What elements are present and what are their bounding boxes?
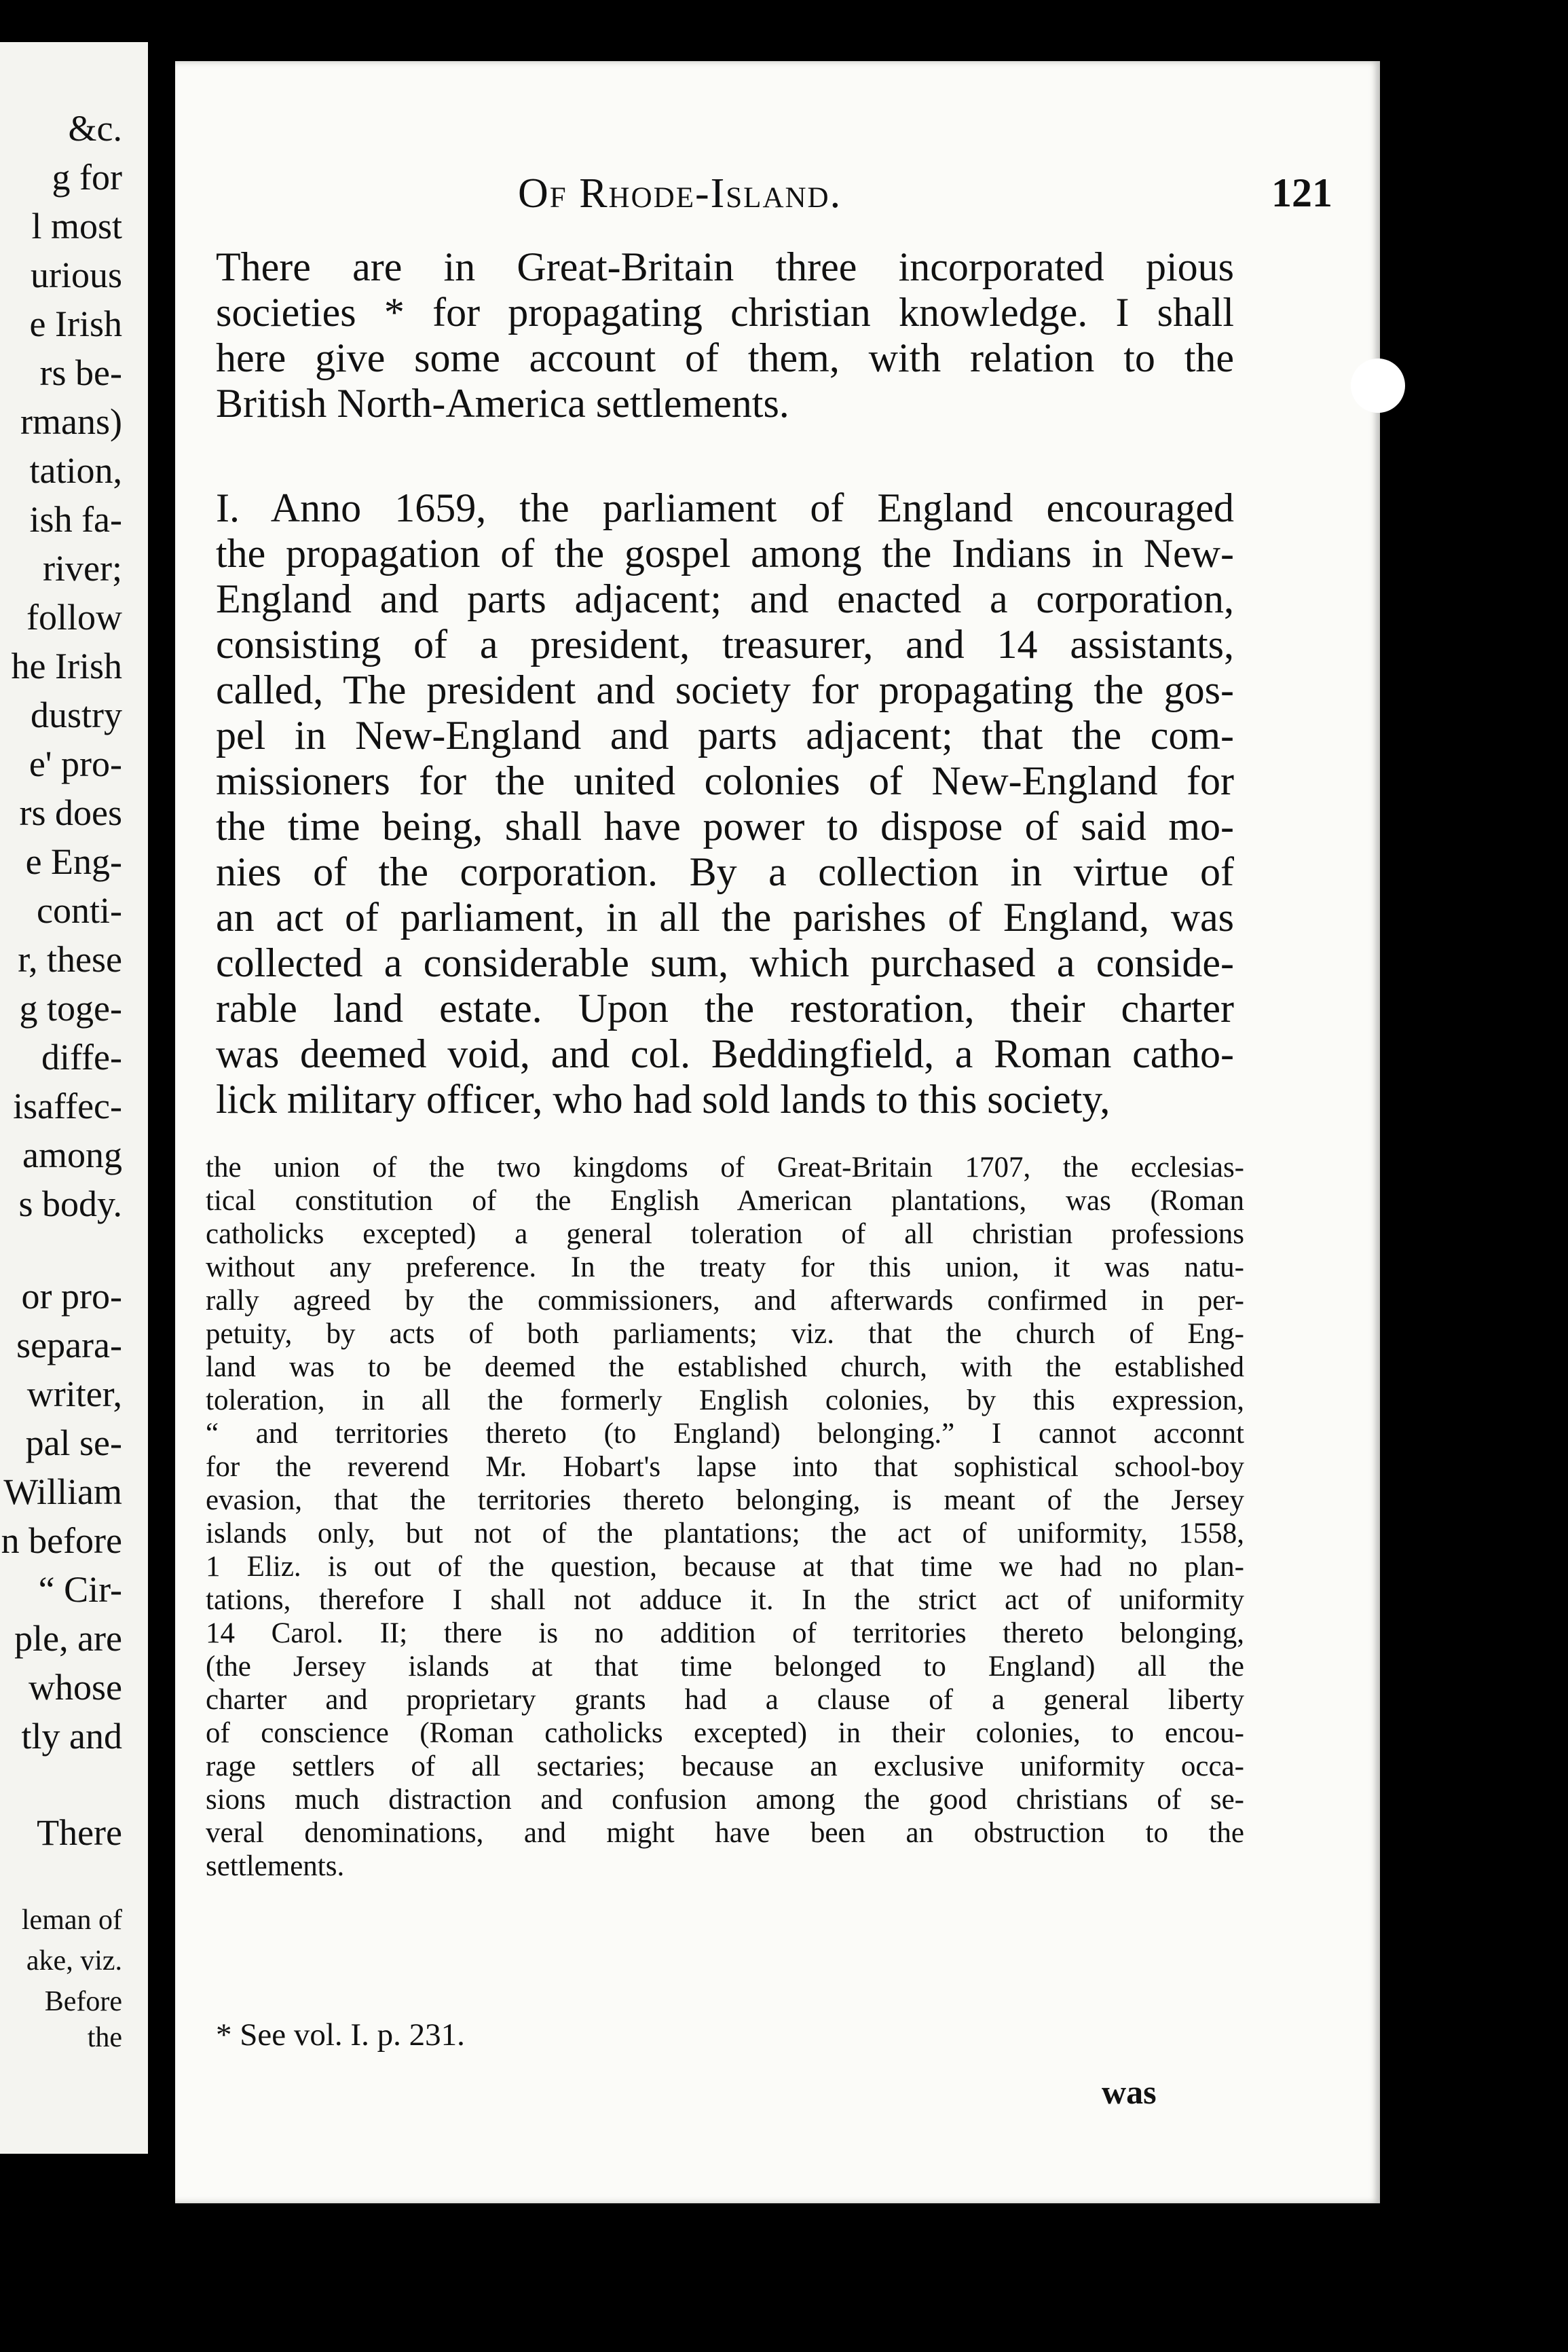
text-line: missioners for the united colonies of New-England for: [216, 758, 1234, 803]
left-page-line: ake, viz.: [26, 1945, 122, 1977]
text-line: “ and territories thereto (to England) belonging.” I cannot acconnt: [206, 1418, 1244, 1450]
text-line: called, The president and society for propagating the gos-: [216, 667, 1234, 712]
left-page-line: rmans): [20, 401, 122, 442]
paper-speck: [1351, 359, 1405, 413]
left-page-line: or pro-: [21, 1276, 122, 1317]
text-line: 1 Eliz. is out of the question, because at that time we had no plan-: [206, 1551, 1244, 1583]
text-line: consisting of a president, treasurer, and 14 assistants,: [216, 622, 1234, 667]
running-head: Of Rhode-Island.: [518, 170, 842, 217]
left-page-line: ple, are: [14, 1618, 122, 1659]
left-page-line: whose: [29, 1667, 122, 1708]
left-page-line: e Irish: [29, 304, 122, 344]
left-page-line: tly and: [21, 1716, 122, 1757]
left-page-line: dustry: [31, 695, 122, 735]
text-line: an act of parliament, in all the parishes of England, was: [216, 895, 1234, 940]
left-page-line: g toge-: [19, 988, 122, 1029]
left-page-line: leman of: [21, 1905, 122, 1936]
text-line: collected a considerable sum, which purchased a conside-: [216, 940, 1234, 985]
left-page-line: pal se-: [25, 1422, 122, 1463]
page-number: 121: [1271, 170, 1332, 215]
text-line: catholicks excepted) a general toleration of all christian professions: [206, 1218, 1244, 1250]
page-header: [175, 170, 1380, 224]
left-page-line: William: [3, 1471, 122, 1512]
left-page-line: he Irish: [11, 646, 122, 686]
left-page-line: writer,: [26, 1374, 122, 1414]
text-line: lick military officer, who had sold lands to this society,: [216, 1077, 1110, 1122]
book-page: [175, 61, 1380, 2203]
text-line: rable land estate. Upon the restoration, their charter: [216, 986, 1234, 1031]
left-page-line: l most: [31, 206, 122, 246]
text-line: islands only, but not of the plantations; the act of uniformity, 1558,: [206, 1518, 1244, 1549]
left-page-line: follow: [26, 597, 122, 638]
left-page-line: river;: [43, 548, 122, 589]
text-line: 14 Carol. II; there is no addition of territories thereto belonging,: [206, 1617, 1244, 1649]
paragraph-2: [216, 485, 1234, 1122]
text-line: nies of the corporation. By a collection in virtue of: [216, 849, 1234, 894]
text-line: charter and proprietary grants had a clause of a general liberty: [206, 1684, 1244, 1716]
text-line: settlements.: [206, 1850, 345, 1882]
text-line: was deemed void, and col. Beddingfield, a Roman catho-: [216, 1031, 1234, 1076]
text-line: England and parts adjacent; and enacted a corporation,: [216, 576, 1234, 621]
left-page-line: rs be-: [39, 352, 122, 393]
text-line: I. Anno 1659, the parliament of England encouraged: [216, 485, 1234, 530]
text-line: rally agreed by the commissioners, and afterwards confirmed in per-: [206, 1285, 1244, 1317]
left-page-line: s body.: [18, 1183, 122, 1224]
text-line: of conscience (Roman catholicks excepted) in their colonies, to encou-: [206, 1717, 1244, 1749]
left-page-line: Before: [44, 1986, 122, 2017]
text-line: evasion, that the territories thereto belonging, is meant of the Jersey: [206, 1484, 1244, 1516]
left-page-line: &c.: [68, 108, 122, 149]
text-line: British North-America settlements.: [216, 381, 789, 426]
left-page-line: diffe-: [41, 1037, 122, 1078]
text-line: veral denominations, and might have been an obstruction to the: [206, 1817, 1244, 1849]
left-page-line: isaffec-: [13, 1086, 122, 1126]
left-page-line: the: [87, 2022, 122, 2053]
text-line: the propagation of the gospel among the Indians in New-: [216, 531, 1234, 576]
text-line: land was to be deemed the established church, with the established: [206, 1351, 1244, 1383]
left-page-line: conti-: [37, 890, 122, 931]
paragraph-1: [216, 244, 1234, 426]
left-page-line: There: [37, 1812, 122, 1853]
text-line: tations, therefore I shall not adduce it. In the strict act of uniformity: [206, 1584, 1244, 1616]
left-page-line: separa-: [16, 1325, 122, 1365]
text-line: tical constitution of the English American plantations, was (Roman: [206, 1185, 1244, 1217]
text-line: rage settlers of all sectaries; because an exclusive uniformity occa-: [206, 1750, 1244, 1782]
catchword: was: [1102, 2073, 1157, 2111]
left-page-line: g for: [52, 157, 122, 198]
footnote-continuation: [206, 1151, 1244, 1883]
text-line: (the Jersey islands at that time belonged to England) all the: [206, 1651, 1244, 1683]
text-line: the time being, shall have power to dispose of said mo-: [216, 804, 1234, 849]
text-line: sions much distraction and confusion among the good christians of se-: [206, 1784, 1244, 1816]
text-line: There are in Great-Britain three incorporated pious: [216, 244, 1234, 289]
left-page-line: e Eng-: [25, 841, 122, 882]
left-page-line: “ Cir-: [38, 1569, 122, 1610]
text-line: for the reverend Mr. Hobart's lapse into that sophistical school-boy: [206, 1451, 1244, 1483]
text-line: here give some account of them, with relation to the: [216, 335, 1234, 380]
text-line: petuity, by acts of both parliaments; viz. that the church of Eng-: [206, 1318, 1244, 1350]
left-page-line: r, these: [18, 939, 122, 980]
text-line: pel in New-England and parts adjacent; that the com-: [216, 713, 1234, 758]
left-page-line: e' pro-: [29, 743, 122, 784]
text-line: toleration, in all the formerly English colonies, by this expression,: [206, 1384, 1244, 1416]
left-page-line: tation,: [29, 450, 122, 491]
text-line: societies * for propagating christian knowledge. I shall: [216, 290, 1234, 335]
left-page-line: urious: [31, 255, 122, 295]
left-page-line: rs does: [19, 792, 122, 833]
left-page-line: among: [22, 1135, 122, 1175]
text-line: the union of the two kingdoms of Great-Britain 1707, the ecclesias-: [206, 1152, 1244, 1183]
left-page-line: n before: [1, 1520, 122, 1561]
text-line: without any preference. In the treaty for this union, it was natu-: [206, 1251, 1244, 1283]
footnote: * See vol. I. p. 231.: [216, 2017, 465, 2053]
left-page-line: ish fa-: [29, 499, 122, 540]
left-page-fragment: [0, 42, 148, 2154]
